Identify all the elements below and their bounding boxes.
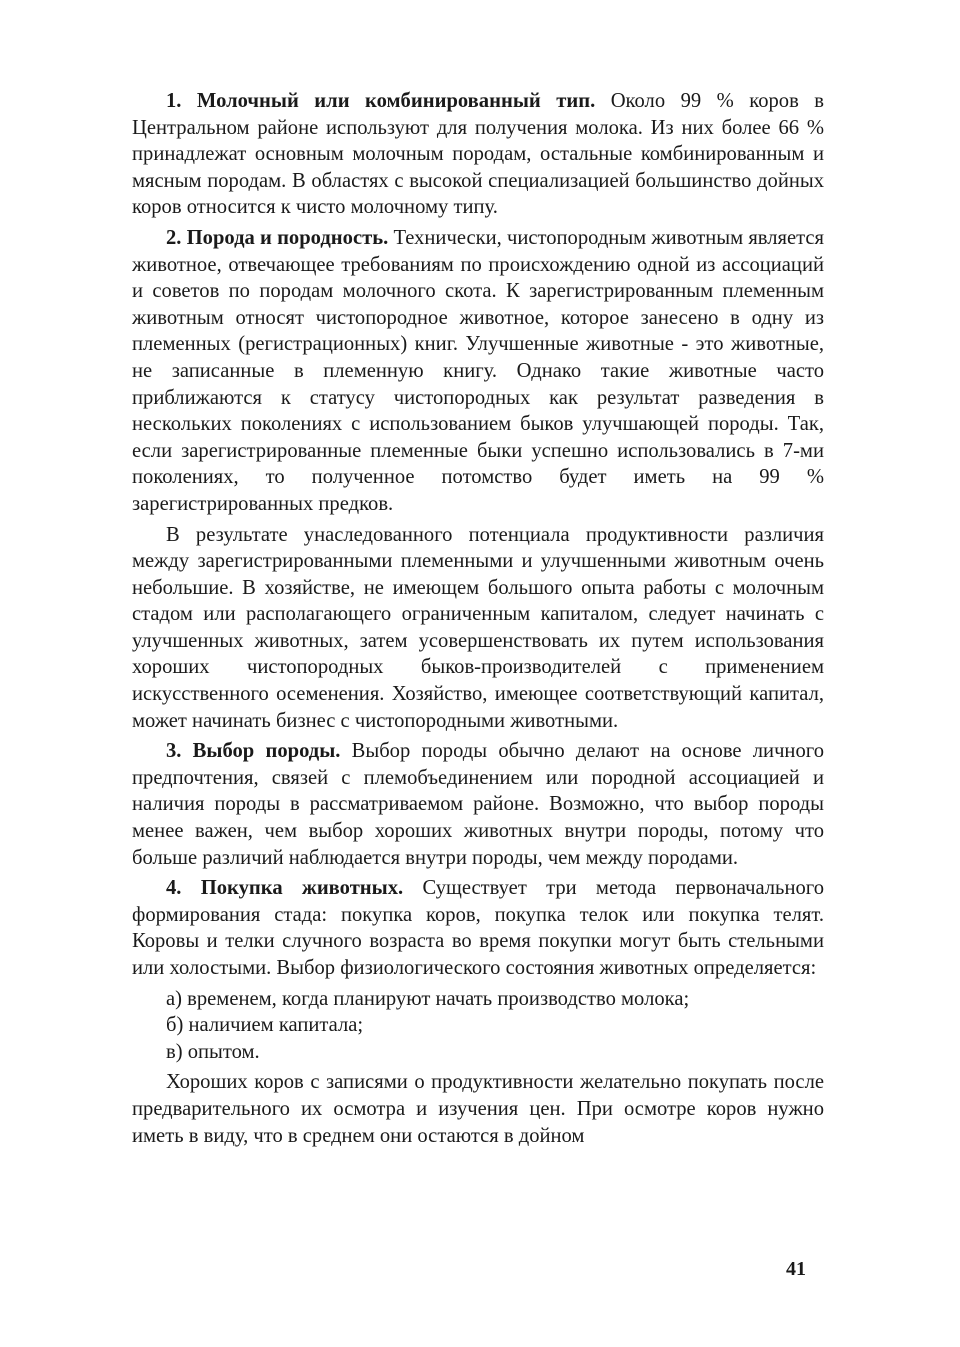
paragraph-body: В результате унаследованного потенциала продуктивности различия между зарегистрированными племенными и улучшенными животным очень небольшие. В хозяйстве, не имеющем большого опыта работы с молочным стадом или располагающего ограниченным капиталом, следует начинать с улучшенных животных, затем усовершенствовать их путем использования хороших чистопородных быков-производителей с применением искусственного осеменения. Хозяйство, имеющее соответствующий капитал, может начинать бизнес с чистопородными животными. (132, 523, 824, 732)
paragraph-body: Существует три метода первоначального формирования стада: покупка коров, покупка телок или покупка телят. Коровы и телки случного возраста во время покупки могут быть стельными или холостыми. Выбор физиологического состояния животных определяется: (132, 877, 824, 979)
paragraph-breed-choice (132, 738, 824, 871)
paragraph-body: Технически, чистопородным животным является животное, отвечающее требованиям по происхождению одной из ассоциаций и советов по породам молочного скота. К зарегистрированным племенным животным относят чистопородное животное, которое занесено в одну из племенных (регистрационных) книг. Улучшенные животные - это животные, не записанные в племенную книгу. Однако такие животные часто приближаются к статусу чистопородных как результат разведения в нескольких поколениях с использованием быков улучшающей породы. Так, если зарегистрированные племенные быки успешно использовались в 7-ми поколениях, то полученное потомство будет иметь на 99 % зарегистрированных предков. (132, 226, 825, 515)
list-item: б) наличием капитала; (166, 1014, 364, 1037)
paragraph-breed-purity (132, 225, 824, 518)
page-number: 41 (786, 1258, 806, 1280)
paragraph-body: Около 99 % коров в Центральном районе используют для получения молока. Из них более 66 % принадлежат основным молочным породам, остальные комбинированным и мясным породам. В областях с высокой специализацией большинство дойных коров относится к чисто молочному типу. (132, 90, 824, 219)
paragraph-heading: 3. Выбор породы. (166, 740, 341, 763)
paragraph-animal-purchase (132, 875, 824, 981)
paragraph-dairy-type (132, 88, 824, 221)
paragraph-inherited-potential (132, 522, 824, 735)
list-item: в) опытом. (166, 1040, 260, 1063)
paragraph-body: Выбор породы обычно делают на основе личного предпочтения, связей с племобъединением или породной ассоциацией и наличия породы в рассматриваемом районе. Возможно, что выбор породы менее важен, чем выбор хороших животных внутри породы, потому что больше различий наблюдается внутри породы, чем между породами. (132, 740, 824, 869)
paragraph-heading: 4. Покупка животных. (166, 877, 404, 900)
paragraph-heading: 1. Молочный или комбинированный тип. (166, 90, 596, 112)
body-text (132, 88, 824, 1153)
paragraph-heading: 2. Порода и породность. (166, 226, 389, 249)
paragraph-closing: Хороших коров с записями о продуктивности желательно покупать после предварительного их осмотра и изучения цен. При осмотре коров нужно иметь в виду, что в среднем они остаются в дойном (132, 1071, 824, 1147)
list-item: а) временем, когда планируют начать производство молока; (166, 987, 690, 1010)
